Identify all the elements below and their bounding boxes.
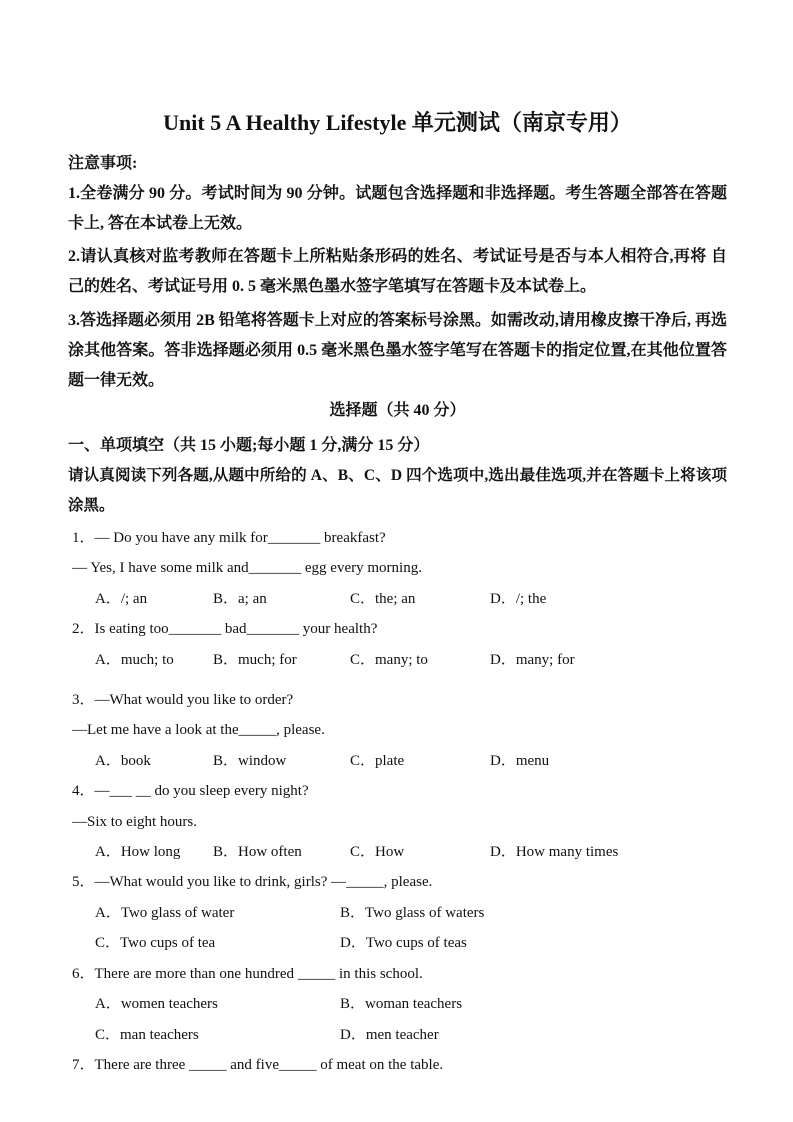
option-item: A．How long [95,844,181,861]
question-line: 4．—___ __ do you sleep every night? [72,783,309,800]
question-6 [68,959,727,1050]
question-line: 3．—What would you like to order? [72,692,294,709]
options-row [68,989,727,1019]
option-item: A．women teachers [95,996,218,1013]
option-item: C．many; to [350,651,428,668]
option-item: D．Two cups of teas [340,935,467,952]
question-line: — Yes, I have some milk and_______ egg every morning. [72,560,422,577]
option-item: A．much; to [95,651,174,668]
option-item: C．the; an [350,590,416,607]
notice-paragraph-2: 2.请认真核对监考教师在答题卡上所粘贴条形码的姓名、考试证号是否与本人相符合,再将 自己的姓名、考试证号用 0. 5 毫米黑色墨水签字笔填写在答题卡及本试卷上。 [68,248,727,295]
question-2 [68,614,727,675]
option-item: D．men teacher [340,1026,439,1043]
options-row [68,645,727,675]
question-line: 2．Is eating too_______ bad_______ your health? [72,621,378,638]
options-row [68,837,727,867]
option-item: D．many; for [490,651,575,668]
question-3 [68,685,727,776]
question-7 [68,1050,727,1080]
question-line: 6．There are more than one hundred _____ in this school. [72,965,423,982]
question-line: 7．There are three _____ and five_____ of meat on the table. [72,1056,444,1073]
question-list [68,523,727,1080]
option-item: B．a; an [213,590,267,607]
options-row [68,746,727,776]
options-row [68,1020,727,1050]
part-heading: 一、单项填空（共 15 小题;每小题 1 分,满分 15 分） [68,437,430,454]
question-5 [68,867,727,958]
option-item: B．Two glass of waters [340,904,485,921]
option-item: C．plate [350,752,405,769]
question-line: —Six to eight hours. [72,813,198,830]
notice-heading: 注意事项: [68,155,138,172]
options-row [68,584,727,614]
option-item: D．/; the [490,590,547,607]
option-item: A．/; an [95,590,148,607]
option-item: B．How often [213,844,302,861]
section-header: 选择题（共 40 分） [329,402,466,419]
question-line: 1．— Do you have any milk for_______ breakfast? [72,530,386,546]
option-item: A．book [95,752,151,769]
option-item: B．woman teachers [340,996,463,1013]
question-line: —Let me have a look at the_____, please. [72,722,325,739]
question-1 [68,523,727,614]
option-item: C．man teachers [95,1026,199,1043]
part-instructions: 请认真阅读下列各题,从题中所给的 A、B、C、D 四个选项中,选出最佳选项,并在答题卡上将该项涂黑。 [68,467,727,514]
page-title: Unit 5 A Healthy Lifestyle 单元测试（南京专用） [163,110,632,135]
option-item: A．Two glass of water [95,904,235,921]
option-item: B．window [213,752,287,769]
notice-paragraph-1: 1.全卷满分 90 分。考试时间为 90 分钟。试题包含选择题和非选择题。考生答题全部答在答题卡上, 答在本试卷上无效。 [68,185,727,232]
options-row [68,928,727,958]
option-item: C．How [350,844,405,861]
question-4 [68,776,727,867]
option-item: D．menu [490,752,550,769]
option-item: D．How many times [490,844,619,861]
option-item: B．much; for [213,651,297,668]
option-item: C．Two cups of tea [95,935,216,952]
notice-paragraph-3: 3.答选择题必须用 2B 铅笔将答题卡上对应的答案标号涂黑。如需改动,请用橡皮擦干净后, 再选涂其他答案。答非选择题必须用 0.5 毫米黑色墨水签字笔写在答题卡的指定位置,在其他位置答题一律无效。 [68,312,727,389]
question-line: 5．—What would you like to drink, girls? —_____, please. [72,874,433,891]
options-row [68,898,727,928]
